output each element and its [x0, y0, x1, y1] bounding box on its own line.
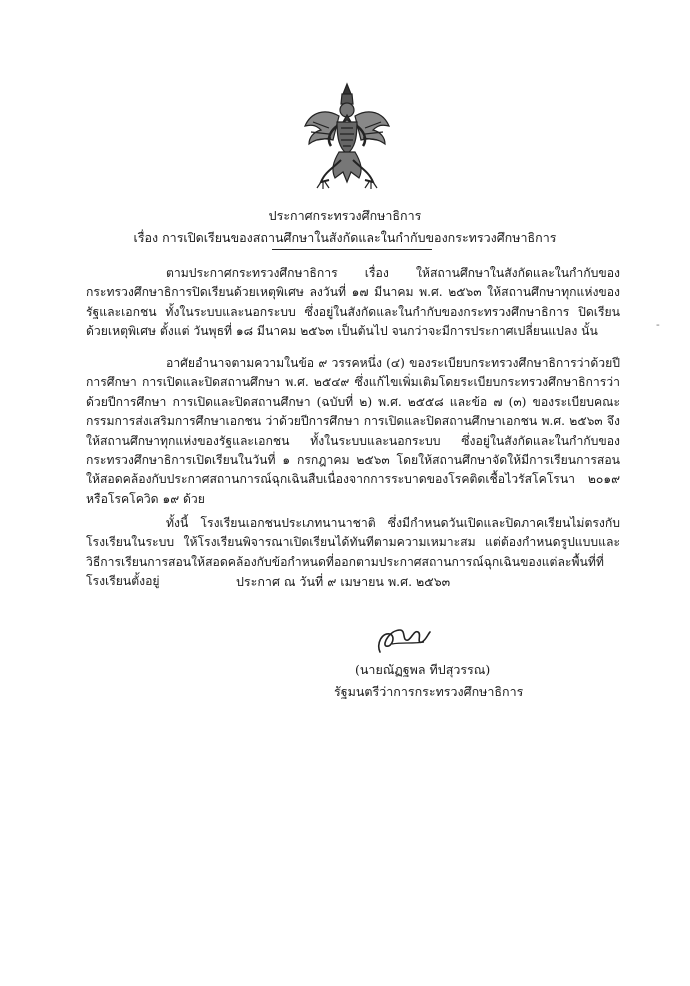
date-line: ประกาศ ณ วันที่ ๙ เมษายน พ.ศ. ๒๕๖๓: [236, 574, 451, 589]
signer-position: รัฐมนตรีว่าการกระทรวงศึกษาธิการ: [334, 684, 524, 699]
paragraph-2: อาศัยอำนาจตามความในข้อ ๙ วรรคหนึ่ง (๔) ของระเบียบกระทรวงศึกษาธิการว่าด้วยปีการศึกษา การเปิดและปิดสถานศึกษา พ.ศ. ๒๕๔๙ ซึ่งแก้ไขเพิ่มเติมโดยระเบียบกระทรวงศึกษาธิการว่าด้วยปีการศึกษา การเปิดและปิดสถานศึกษา (ฉบับที่ ๒) พ.ศ. ๒๕๕๘ และข้อ ๗ (๓) ของระเบียบคณะกรรมการส่งเสริมการศึกษาเอกชน ว่าด้วยปีการศึกษา การเปิดและปิดสถานศึกษาเอกชน พ.ศ. ๒๕๖๓ จึงให้สถานศึกษาทุกแห่งของรัฐและเอกชน ทั้งในระบบและนอกระบบ ซึ่งอยู่ในสังกัดและในกำกับของกระทรวงศึกษาธิการเปิดเรียนในวันที่ ๑ กรกฎาคม ๒๕๖๓ โดยให้สถานศึกษาจัดให้มีการเรียนการสอนให้สอดคล้องกับประกาศสถานการณ์ฉุกเฉินสืบเนื่องจากการระบาดของโรคติดเชื้อไวรัสโคโรนา ๒๐๑๙ หรือโรคโควิด ๑๙ ด้วย: [86, 356, 620, 506]
signature-icon: [372, 622, 432, 656]
paragraph-3: ทั้งนี้ โรงเรียนเอกชนประเภทนานาชาติ ซึ่งมีกำหนดวันเปิดและปิดภาคเรียนไม่ตรงกับโรงเรียนในระบบ ให้โรงเรียนพิจารณาเปิดเรียนได้ทันทีตามความเหมาะสม แต่ต้องกำหนดรูปแบบและวิธีการเรียนการสอนให้สอดคล้องกับข้อกำหนดที่ออกตามประกาศสถานการณ์ฉุกเฉินของแต่ละพื้นที่ที่โรงเรียนตั้งอยู่: [86, 516, 620, 589]
signer-name: (นายณัฏฐพล ทีปสุวรรณ): [355, 662, 491, 677]
heading-divider: [272, 249, 432, 250]
document-subject: เรื่อง การเปิดเรียนของสถานศึกษาในสังกัดและในกำกับของกระทรวงศึกษาธิการ: [133, 230, 557, 245]
paragraph-1: ตามประกาศกระทรวงศึกษาธิการ เรื่อง ให้สถานศึกษาในสังกัดและในกำกับของกระทรวงศึกษาธิการปิดเรียนด้วยเหตุพิเศษ ลงวันที่ ๑๗ มีนาคม พ.ศ. ๒๕๖๓ ให้สถานศึกษาทุกแห่งของรัฐและเอกชน ทั้งในระบบและนอกระบบ ซึ่งอยู่ในสังกัดและในกำกับของกระทรวงศึกษาธิการ ปิดเรียนด้วยเหตุพิเศษ ตั้งแต่ วันพุธที่ ๑๘ มีนาคม ๒๕๖๓ เป็นต้นไป จนกว่าจะมีการประกาศเปลี่ยนแปลง นั้น: [86, 266, 620, 339]
margin-mark: -: [656, 318, 660, 331]
document-heading: ประกาศกระทรวงศึกษาธิการ: [268, 208, 422, 223]
garuda-emblem-icon: [303, 82, 391, 192]
